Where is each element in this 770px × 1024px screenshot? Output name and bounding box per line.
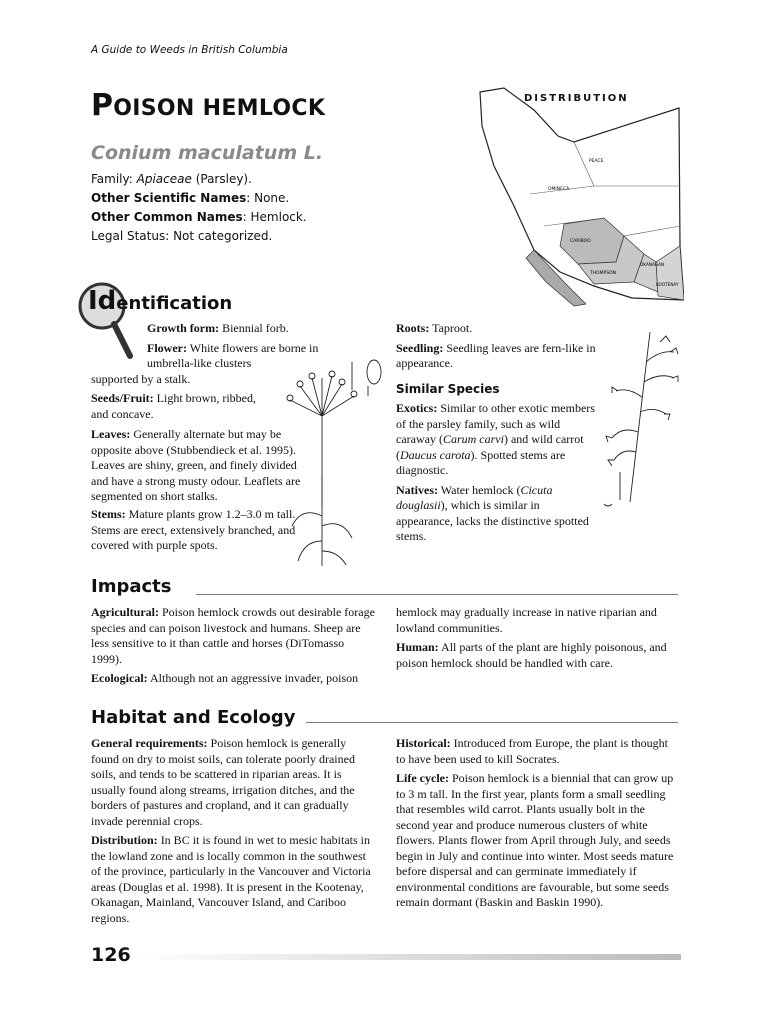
scientific-name: Conium maculatum L.	[91, 142, 324, 164]
distribution-label: DISTRIBUTION	[524, 93, 629, 104]
plant-illustration-leaves	[600, 322, 692, 512]
family-name: Apiaceae	[136, 172, 192, 186]
ecological: Ecological: Although not an aggressive invader, poison	[91, 671, 359, 685]
plant-illustration-flower	[282, 356, 390, 570]
id-right-column	[396, 321, 596, 549]
impacts-left	[91, 605, 377, 691]
map-label-thompson: THOMPSON	[590, 271, 617, 276]
distribution-text: Distribution: In BC it is found in wet to mesic habitats in the lowland zone and is locally common in the southwest of the province, particularly in the Vancouver and Victoria areas (Douglas et al. 1998). It is present in the Kootenay, Okanagan, Mainland, Vancouver Island, and Cariboo regions.	[91, 833, 371, 925]
id-flower-cont: supported by a stalk.	[91, 372, 191, 386]
flower: Flower: White flowers are borne in umbrella-like clusters	[147, 340, 319, 370]
ecological-cont: hemlock may gradually increase in native riparian and lowland communities.	[396, 605, 657, 635]
habitat-rule	[306, 722, 678, 723]
human: Human: All parts of the plant are highly poisonous, and poison hemlock should be handled with care.	[396, 640, 667, 670]
roots: Roots: Taproot.	[396, 321, 473, 335]
page-footer-bar	[133, 954, 681, 960]
map-label-kootenay: KOOTENAY	[656, 282, 679, 287]
exotics: Exotics: Similar to other exotic members of the parsley family, such as wild caraway (Carum carvi) and wild carrot (Daucus carota). Spotted stems are diagnostic.	[396, 401, 595, 477]
page-number: 126	[91, 944, 131, 966]
agricultural: Agricultural: Poison hemlock crowds out desirable forage species and can poison livestock and humans. Sheep are less sensitive to it than cattle and horses (DiTomasso 1999).	[91, 605, 375, 666]
leaves: Leaves: Generally alternate but may be opposite above (Stubbendieck et al. 1995). Leaves are shiny, green, and finely divided and have a strong musty odour. Leaflets are segmented on short stalks.	[91, 427, 301, 503]
map-label-okanagan: OKANAGAN	[640, 262, 664, 267]
general-requirements: General requirements: Poison hemlock is generally found on dry to moist soils, can tolerate poorly drained soils, and tends to be scattered in riparian areas. It is usually found along streams, irrigation ditches, and the borders of pastures and cropland, and it can gradually invade perennial crops.	[91, 736, 355, 828]
page-title	[91, 88, 325, 123]
seedling: Seedling: Seedling leaves are fern-like in appearance.	[396, 340, 596, 370]
map-label-omineca: OMINECA	[548, 187, 570, 192]
other-sci-line: Other Scientific Names: None.	[91, 191, 290, 205]
historical: Historical: Introduced from Europe, the plant is thought to have been used to kill Socrates.	[396, 736, 668, 766]
title-rest: OISON HEMLOCK	[113, 96, 326, 121]
stems: Stems: Mature plants grow 1.2–3.0 m tall. Stems are erect, extensively branched, and covered with purple spots.	[91, 507, 296, 552]
impacts-rule	[196, 594, 678, 595]
map-label-cariboo: CARIBOO	[570, 239, 591, 244]
habitat-right	[396, 736, 680, 915]
impacts-heading: Impacts	[91, 576, 172, 597]
other-common-line: Other Common Names: Hemlock.	[91, 210, 307, 224]
distribution-map	[474, 86, 684, 308]
map-label-peace: PEACE	[589, 159, 604, 164]
family-line: Family: Apiaceae (Parsley).	[91, 172, 252, 186]
growth-form: Growth form: Biennial forb.	[147, 321, 289, 335]
identification-heading: Identification	[88, 286, 233, 316]
similar-species-heading: Similar Species	[396, 381, 500, 396]
habitat-heading: Habitat and Ecology	[91, 707, 296, 728]
title-first-letter: P	[91, 88, 114, 123]
impacts-right	[396, 605, 680, 675]
habitat-left	[91, 736, 377, 930]
running-header: A Guide to Weeds in British Columbia	[91, 44, 288, 56]
seeds-fruit: Seeds/Fruit: Light brown, ribbed, and concave.	[91, 391, 256, 421]
life-cycle: Life cycle: Poison hemlock is a biennial that can grow up to 3 m tall. In the first year, plants form a small seedling that resembles wild carrot. Plants usually bolt in the second year and produce numerous clusters of white flowers. Plants flower from April through July, and seeds begin in July and continue into winter. Most seeds mature before dispersal and can germinate immediately if environmental conditions are favourable, but some seeds remain dormant (Baskin and Baskin 1990).	[396, 771, 674, 909]
legal-status-line: Legal Status: Not categorized.	[91, 229, 273, 243]
natives: Natives: Water hemlock (Cicuta douglasii), which is similar in appearance, lacks the distinctive spotted stems.	[396, 482, 589, 543]
species-meta	[91, 170, 307, 246]
